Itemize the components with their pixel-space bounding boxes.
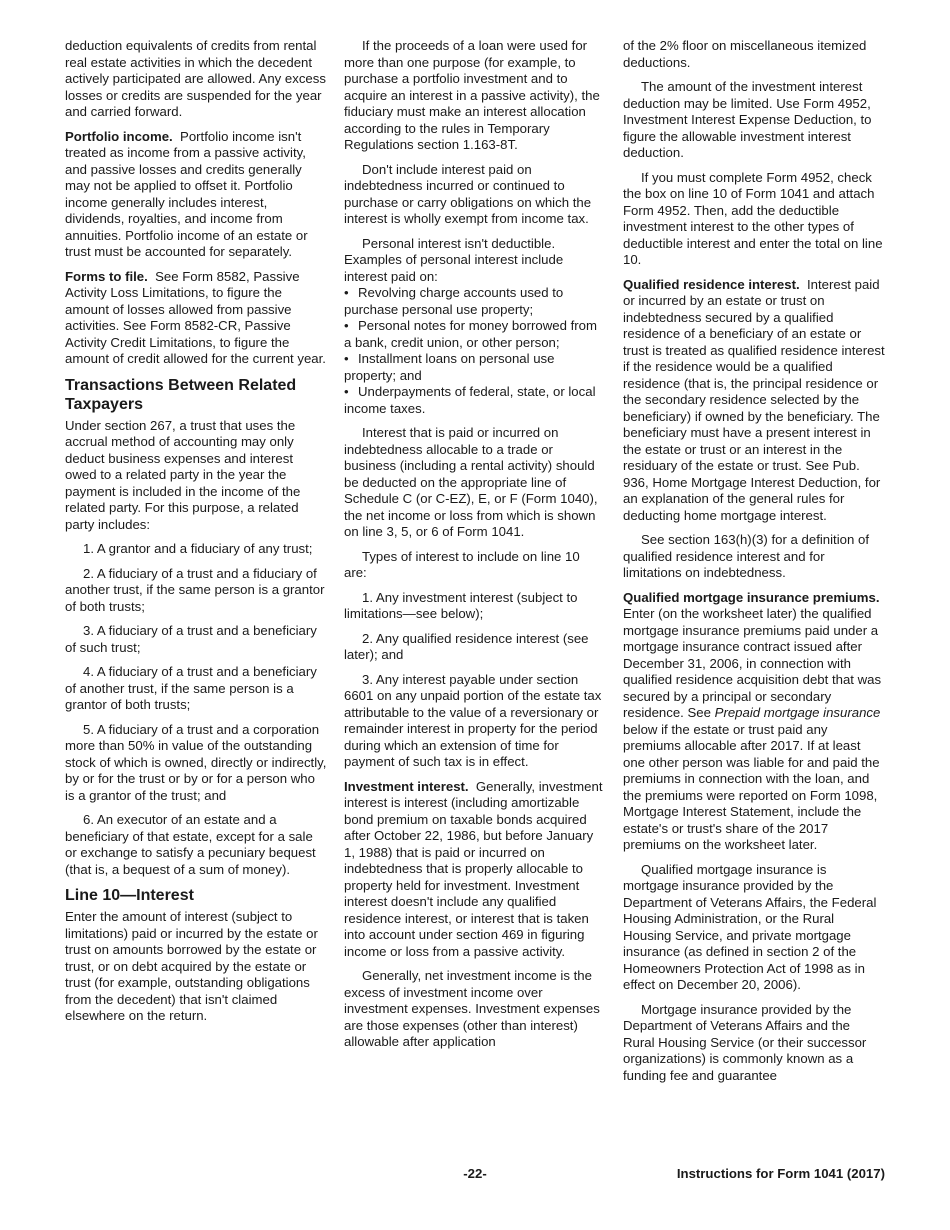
paragraph: deduction equivalents of credits from rental real estate activities in which the decedent actively participated are allowed. Any excess losses or credits are suspended for the year and carried forward. (65, 38, 326, 119)
paragraph: Enter the amount of interest (subject to limitations) paid or incurred by the estate or trust on amounts borrowed by the estate or trust, or on debt acquired by the estate or trust (for example, outstanding obligations from the decedent) that isn't claimed elsewhere on the return. (65, 909, 318, 1023)
bullet-icon: • (344, 384, 349, 399)
paragraph: Under section 267, a trust that uses the accrual method of accounting may only deduct business expenses and interest owed to a related party in the year the payment is included in the income of the related party. For this purpose, a related party includes: (65, 417, 301, 532)
run-in-heading: Investment interest. (344, 778, 469, 794)
run-in-heading: Qualified residence interest. (623, 276, 800, 292)
bullet-icon: • (344, 351, 349, 366)
paragraph: If you must complete Form 4952, check the box on line 10 of Form 1041 and attach Form 4952. Then, add the deductible investment interest to the other types of deductible interest and enter the total on line 10. (623, 169, 883, 267)
run-in-heading: Qualified mortgage insurance premiums. (623, 589, 880, 605)
list-item: 4. A fiduciary of a trust and a beneficiary of another trust, if the same person is a grantor of both trusts; (65, 664, 317, 712)
list-item: 5. A fiduciary of a trust and a corporation more than 50% in value of the outstanding stock of which is owned, directly or indirectly, by or for the trust or by or for a person who is a grantor of the trust; and (65, 721, 327, 803)
paragraph-forms-to-file (65, 269, 327, 368)
paragraph-qualified-mortgage-insurance (623, 590, 885, 854)
paragraph: Types of interest to include on line 10 are: (344, 548, 580, 580)
bullet-text: Personal notes for money borrowed from a bank, credit union, or other person; (344, 318, 597, 350)
list-item: 1. A grantor and a fiduciary of any trust; (83, 541, 313, 556)
paragraph-text: Portfolio income isn't treated as income from a passive activity, and passive losses and credits generally may not be applied to offset it. Portfolio income generally includes interest, dividends, royalties, and income from annuities. Portfolio income of an estate or trust must be accounted for separately. (65, 128, 308, 259)
bullet-text: Underpayments of federal, state, or local income taxes. (344, 384, 596, 416)
paragraph-portfolio-income (65, 129, 327, 261)
paragraph: The amount of the investment interest deduction may be limited. Use Form 4952, Investment Interest Expense Deduction, to figure the allowable investment interest deduction. (623, 79, 872, 160)
paragraph-investment-interest (344, 779, 606, 961)
paragraph-text: Generally, investment interest is interest (including amortizable bond premium on taxable bonds acquired after October 22, 1986, but before January 1, 1988) that is paid or incurred on indebtedness that is properly allocable to property held for investment. Investment interest doesn't include any qualified residence interest, or interest that is taken into account under section 469 in figuring income or loss from a passive activity. (344, 778, 603, 959)
bullet-icon: • (344, 318, 349, 333)
bullet-item (344, 351, 606, 384)
list-item: 3. A fiduciary of a trust and a beneficiary of such trust; (65, 623, 317, 655)
paragraph: Interest that is paid or incurred on indebtedness allocable to a trade or business (including a rental activity) should be deducted on the appropriate line of Schedule C (or C-EZ), E, or F (Form 1040), the net income or loss from which is shown on line 3, 5, or 6 of Form 1041. (344, 425, 598, 539)
section-heading-related-taxpayers: Transactions Between Related Taxpayers (65, 376, 297, 413)
paragraph: If the proceeds of a loan were used for more than one purpose (for example, to purchase a portfolio investment and to acquire an interest in a passive activity), the fiduciary must make an interest allocation according to the rules in Temporary Regulations section 1.163-8T. (344, 38, 600, 152)
paragraph: Mortgage insurance provided by the Department of Veterans Affairs and the Rural Housing Service (or their successor organizations) is commonly known as a funding fee and guarantee (623, 1001, 867, 1083)
bullet-item (344, 318, 606, 351)
paragraph: Personal interest isn't deductible. Examples of personal interest include interest paid on: (344, 235, 564, 284)
paragraph-text: Enter (on the worksheet later) the qualified mortgage insurance premiums paid under a mortgage insurance contract issued after December 31, 2006, in connection with qualified residence acquisition debt that was secured by a principal or secondary residence. See (623, 606, 882, 720)
paragraph: See section 163(h)(3) for a definition of qualified residence interest and for limitations on indebtedness. (623, 532, 869, 580)
paragraph: Qualified mortgage insurance is mortgage insurance provided by the Department of Veterans Affairs, the Federal Housing Administration, or the Rural Housing Service, and private mortgage insurance (as defined in section 2 of the Homeowners Protection Act of 1998 as in effect on December 20, 2006). (623, 861, 877, 992)
list-item: 1. Any investment interest (subject to limitations—see below); (344, 589, 578, 621)
footer-title: Instructions for Form 1041 (2017) (676, 1166, 885, 1181)
bullet-text: Revolving charge accounts used to purchase personal use property; (344, 285, 564, 317)
paragraph: of the 2% floor on miscellaneous itemized deductions. (623, 38, 867, 70)
list-item: 3. Any interest payable under section 6601 on any unpaid portion of the estate tax attributable to the value of a reversionary or remainder interest in property for the period during which an extension of time for payment of such tax is in effect. (344, 671, 602, 769)
page-number: -22- (463, 1166, 487, 1181)
bullet-icon: • (344, 285, 349, 300)
run-in-heading: Forms to file. (65, 268, 148, 284)
paragraph-qualified-residence-interest (623, 277, 885, 525)
column-right (623, 38, 885, 1092)
list-item: 2. Any qualified residence interest (see later); and (344, 630, 589, 662)
list-item: 2. A fiduciary of a trust and a fiduciary of another trust, if the same person is a grantor of both trusts; (65, 565, 325, 614)
paragraph: Generally, net investment income is the excess of investment income over investment expenses. Investment expenses are those expenses (other than interest) allowable after application (344, 968, 600, 1049)
paragraph-text: below if the estate or trust paid any premiums allocable after 2017. If at least one other person was liable for and paid the premiums in connection with the loan, and the premiums were reported on Form 1098, Mortgage Interest Statement, include the estate's or trust's share of the 2017 premiums on the worksheet later. (623, 721, 880, 852)
bullet-item (344, 384, 606, 417)
paragraph: Don't include interest paid on indebtedness incurred or continued to purchase or carry obligations on which the interest is wholly exempt from income tax. (344, 161, 592, 226)
paragraph-text: Interest paid or incurred by an estate or trust on indebtedness secured by a qualified residence of a beneficiary of an estate or trust is treated as qualified residence interest if the residence would be a qualified residence (that is, the principal residence or the secondary residence selected by the beneficiary) if owned by the beneficiary. The beneficiary must have a present interest in the estate or trust or an interest in the residuary of the estate or trust. See Pub. 936, Home Mortgage Interest Deduction, for an explanation of the general rules for deducting home mortgage interest. (623, 276, 885, 523)
column-middle (344, 38, 606, 1059)
column-left (65, 38, 327, 1033)
bullet-text: Installment loans on personal use property; and (344, 351, 555, 383)
list-item: 6. An executor of an estate and a beneficiary of that estate, except for a sale or exchange to satisfy a pecuniary bequest (that is, a bequest of a sum of money). (65, 812, 316, 877)
italic-reference: Prepaid mortgage insurance (714, 705, 881, 720)
section-heading-line-10: Line 10—Interest (65, 887, 194, 904)
bullet-item (344, 285, 606, 318)
paragraph-text: See Form 8582, Passive Activity Loss Limitations, to figure the amount of losses allowed from passive activities. See Form 8582-CR, Passive Activity Credit Limitations, to figure the amount of credit allowed for the current year. (65, 268, 326, 366)
run-in-heading: Portfolio income. (65, 128, 173, 144)
